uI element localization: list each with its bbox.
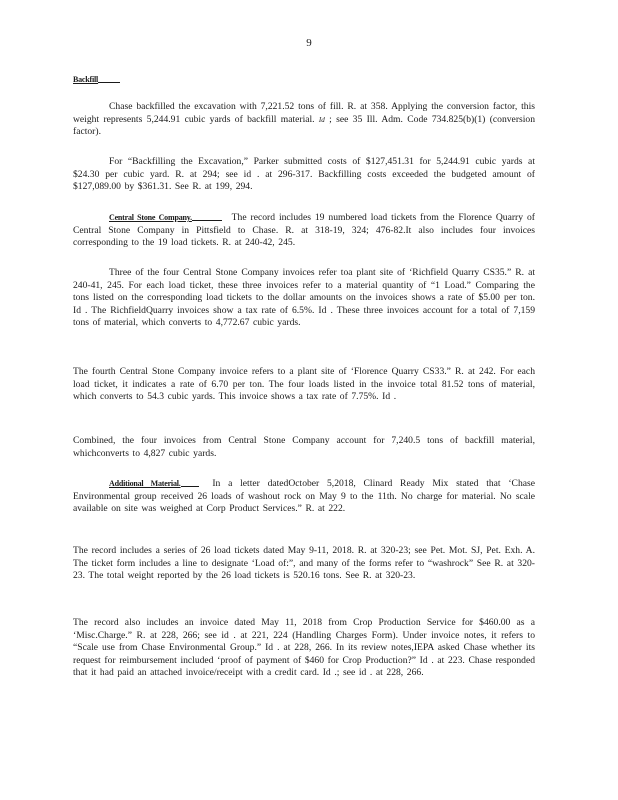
paragraph-central-stone: Central Stone Company. The record includes 19 numbered load tickets from the Florence Quarry of Central Stone Company in Pittsfield to Chase. R. at 318-19, 324; 476-82.It also includes four invoices corresponding to the 19 load tickets. R. at 240-42, 245. <box>73 212 535 249</box>
paragraph-additional-material: Additional Material. In a letter datedOctober 5,2018, Clinard Ready Mix stated that ‘Chase Environmental group received 26 loads of washout rock on May 9 to the 11th. No charge for material. No scale available on site was weighed at Corp Product Services.” R. at 222. <box>73 478 535 515</box>
heading-underline <box>98 82 120 83</box>
paragraph-backfill-costs: For “Backfilling the Excavation,” Parker submitted costs of $127,451.31 for 5,244.91 cubic yards at $24.30 per cubic yard. R. at 294; see id . at 296-317. Backfilling costs exceeded the budgeted amount of $127,089.00 by $361.31. See R. at 199, 294. <box>73 156 535 193</box>
heading-underline <box>192 220 222 221</box>
paragraph-combined-invoices: Combined, the four invoices from Central Stone Company account for 7,240.5 tons of backfill material, whichconverts to 4,827 cubic yards. <box>73 435 535 459</box>
paragraph-backfill-quantity: Chase backfilled the excavation with 7,221.52 tons of fill. R. at 358. Applying the conversion factor, this weight represents 5,244.91 cubic yards of backfill material. Id ; see 35 Ill. Adm. Code 734.825(b)(1) (conversion factor). <box>73 101 536 138</box>
heading-central-stone: Central Stone Company. <box>109 213 192 222</box>
page-number: 9 <box>306 37 312 49</box>
heading-underline <box>181 486 199 487</box>
paragraph-richfield-invoices: Three of the four Central Stone Company invoices refer toa plant site of ‘Richfield Quarry CS35.” R. at 240-41, 245. For each load ticket, these three invoices refer to a material quantity of “1 Load.” Comparing the tons listed on the corresponding load tickets to the dollar amounts on the invoices shows a rate of $5.00 per ton. Id . The RichfieldQuarry invoices show a tax rate of 6.5%. Id . These three invoices account for a total of 7,159 tons of material, which converts to 4,772.67 cubic yards. <box>73 267 535 329</box>
heading-additional-material: Additional Material. <box>109 479 181 488</box>
paragraph-load-tickets: The record includes a series of 26 load tickets dated May 9-11, 2018. R. at 320-23; see Pet. Mot. SJ, Pet. Exh. A. The ticket form includes a line to designate ‘Load of:”, and many of the forms refer to “washrock” See R. at 320-23. The total weight reported by the 26 load tickets is 520.16 tons. See R. at 320-23. <box>73 545 535 582</box>
heading-backfill: Backfill <box>73 74 535 87</box>
paragraph-florence-invoice: The fourth Central Stone Company invoice refers to a plant site of ‘Florence Quarry CS33.” R. at 242. For each load ticket, it indicates a rate of 6.70 per ton. The four loads listed in the invoice total 81.52 tons of material, which converts to 54.3 cubic yards. This invoice shows a tax rate of 7.75%. Id . <box>73 366 535 403</box>
paragraph-crop-production-invoice: The record also includes an invoice dated May 11, 2018 from Crop Production Service for $460.00 as a ‘Misc.Charge.” R. at 228, 266; see id . at 221, 224 (Handling Charges Form). Under invoice notes, it refers to “Scale use from Chase Environmental Group.” Id . at 228, 266. In its review notes,IEPA asked Chase whether its request for reimbursement included ‘proof of payment of $460 for Crop Production?” Id . at 223. Chase responded that it had paid an attached invoice/receipt with a credit card. Id .; see id . at 228, 266. <box>73 617 535 679</box>
